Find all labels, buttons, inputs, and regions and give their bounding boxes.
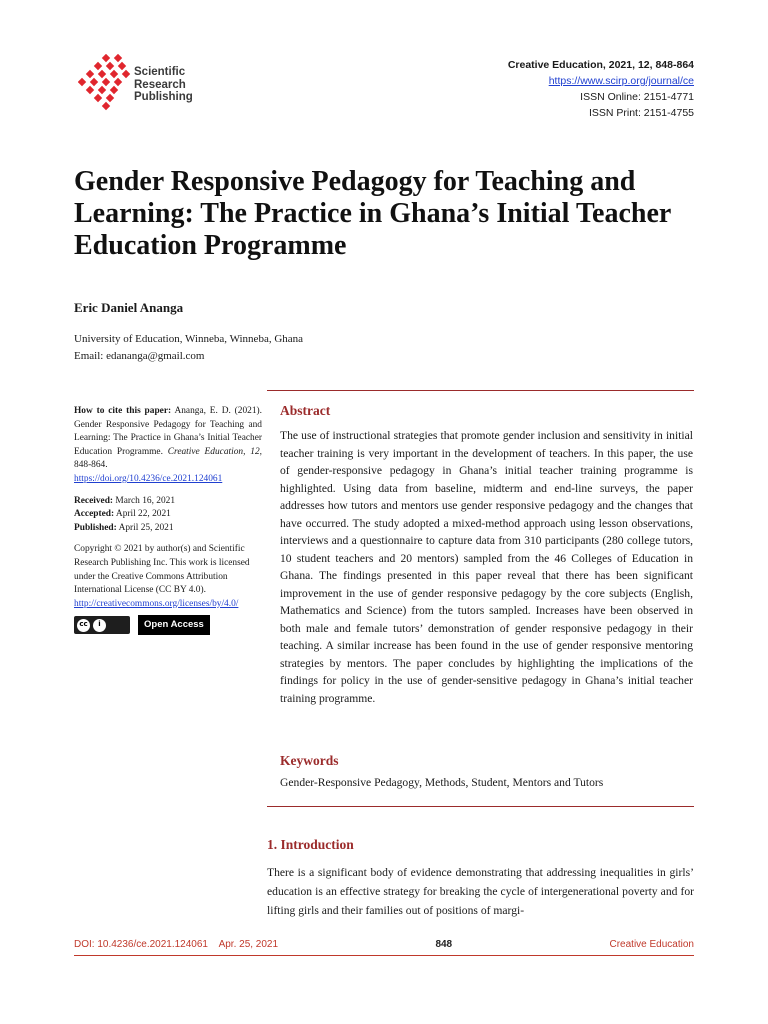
publication-dates xyxy=(74,495,262,536)
journal-citation: Creative Education, 2021, 12, 848-864 xyxy=(507,59,694,71)
logo-diamond xyxy=(114,54,122,62)
attribution-icon: i xyxy=(93,619,106,632)
keywords-text: Gender-Responsive Pedagogy, Methods, Student, Mentors and Tutors xyxy=(280,776,604,789)
logo-diamond xyxy=(86,86,94,94)
open-access-badge: Open Access xyxy=(138,615,210,635)
page-number: 848 xyxy=(435,939,453,950)
logo-diamond xyxy=(106,62,114,70)
page-footer xyxy=(74,939,694,950)
logo-diamond xyxy=(106,94,114,102)
logo-diamond xyxy=(94,94,102,102)
logo-diamond xyxy=(98,70,106,78)
journal-info xyxy=(508,57,694,121)
how-to-cite-text: Ananga, E. D. (2021). Gender Responsive Pedagogy for Teaching and Learning: The Practice in Ghana’s Initial Teacher Education Programme. xyxy=(74,406,262,457)
logo-diamond xyxy=(118,62,126,70)
abstract-text: The use of instructional strategies that promote gender inclusion and sensitivity in initial teacher training is very important in the development of teachers. In this paper, the use of gender-responsive pedagogy in Ghana’s initial teacher training programme is highlighted. Using data from baseline, midterm and end-line surveys, the paper addresses how tutors and mentors use gender responsive pedagogy and the changes that have occurred. The study adopted a mixed-method approach using lesson observations, interviews and a questionnaire to capture data from 310 participants (280 college tutors, 10 student teachers and 20 mentors) sampled from the 46 Colleges of Education in Ghana. The findings presented in this paper reveal that there has been significant improvement in the use of gender responsive pedagogy by the core subjects (English, Mathematics and Science) from the tutors sampled. Increases have been observed in both male and female tutors’ demonstration of gender responsive pedagogy in their teaching. A similar increase has been found in the use of gender responsive mentoring strategies by mentors. The paper concludes by highlighting the implications of the findings for policy in the use of gender-sensitive pedagogy in Ghana’s initial teacher training programme. xyxy=(280,429,693,705)
received-date: March 16, 2021 xyxy=(115,495,176,506)
publisher-name-line: Scientific xyxy=(134,66,186,78)
footer-journal: Creative Education xyxy=(609,939,694,950)
received-label: Received: xyxy=(74,495,114,506)
author-name: Eric Daniel Ananga xyxy=(74,300,184,315)
author-affiliation xyxy=(74,331,303,365)
footer-doi: DOI: 10.4236/ce.2021.124061 xyxy=(74,939,208,950)
keywords-heading: Keywords xyxy=(280,753,339,768)
footer-doi-date xyxy=(74,939,278,950)
cc-logo-icon: cc xyxy=(77,619,90,632)
license-link[interactable]: http://creativecommons.org/licenses/by/4.0/ xyxy=(74,598,239,609)
author-email: Email: edananga@gmail.com xyxy=(74,350,205,362)
publisher-name-line: Research xyxy=(134,78,186,91)
logo-diamond xyxy=(94,62,102,70)
footer-rule xyxy=(74,955,694,956)
footer-date: Apr. 25, 2021 xyxy=(218,939,279,950)
publisher-name-line: Publishing xyxy=(134,91,193,103)
affiliation: University of Education, Winneba, Winneba, Ghana xyxy=(74,333,304,345)
cc-by-icon[interactable] xyxy=(74,616,130,634)
abstract-heading: Abstract xyxy=(280,403,331,418)
logo-diamond xyxy=(86,70,94,78)
published-label: Published: xyxy=(74,522,117,533)
logo-diamond xyxy=(114,78,122,86)
logo-diamond xyxy=(102,54,110,62)
introduction-text: There is a significant body of evidence demonstrating that addressing inequalities in girls’ education is an effective strategy for breaking the cycle of intergenerational poverty and for lifting girls and their families out of positions of margi- xyxy=(267,866,694,917)
introduction-heading: 1. Introduction xyxy=(267,837,354,852)
abstract-top-rule xyxy=(267,390,694,391)
logo-diamond xyxy=(110,70,118,78)
logo-diamond xyxy=(78,78,86,86)
logo-diamond xyxy=(102,78,110,86)
copyright-notice: Copyright © 2021 by author(s) and Scientific Research Publishing Inc. This work is licensed under the Creative Commons Attribution International License (CC BY 4.0). xyxy=(74,544,250,596)
logo-diamond xyxy=(90,78,98,86)
accepted-date: April 22, 2021 xyxy=(115,509,171,520)
logo-diamond xyxy=(102,102,110,110)
logo-diamond xyxy=(98,86,106,94)
logo-diamond xyxy=(110,86,118,94)
accepted-label: Accepted: xyxy=(74,509,115,520)
journal-url-link[interactable]: https://www.scirp.org/journal/ce xyxy=(548,75,694,87)
journal-reference: Creative Education, 12, xyxy=(167,446,262,457)
issn-print: ISSN Print: 2151-4755 xyxy=(588,107,694,119)
license-badges xyxy=(74,615,262,635)
publisher-name xyxy=(134,66,193,104)
how-to-cite-label: How to cite this paper: xyxy=(74,406,172,416)
paper-title: Gender Responsive Pedagogy for Teaching and Learning: The Practice in Ghana’s Initial Teacher Education Programme xyxy=(74,166,671,261)
published-date: April 25, 2021 xyxy=(118,522,174,533)
article-info-sidebar xyxy=(74,405,262,635)
keywords-bottom-rule xyxy=(267,806,694,807)
logo-diamond xyxy=(122,70,130,78)
issn-online: ISSN Online: 2151-4771 xyxy=(580,91,694,103)
doi-link[interactable]: https://doi.org/10.4236/ce.2021.124061 xyxy=(74,473,223,484)
page-range: 848-864. xyxy=(74,460,108,471)
how-to-cite xyxy=(74,405,262,487)
